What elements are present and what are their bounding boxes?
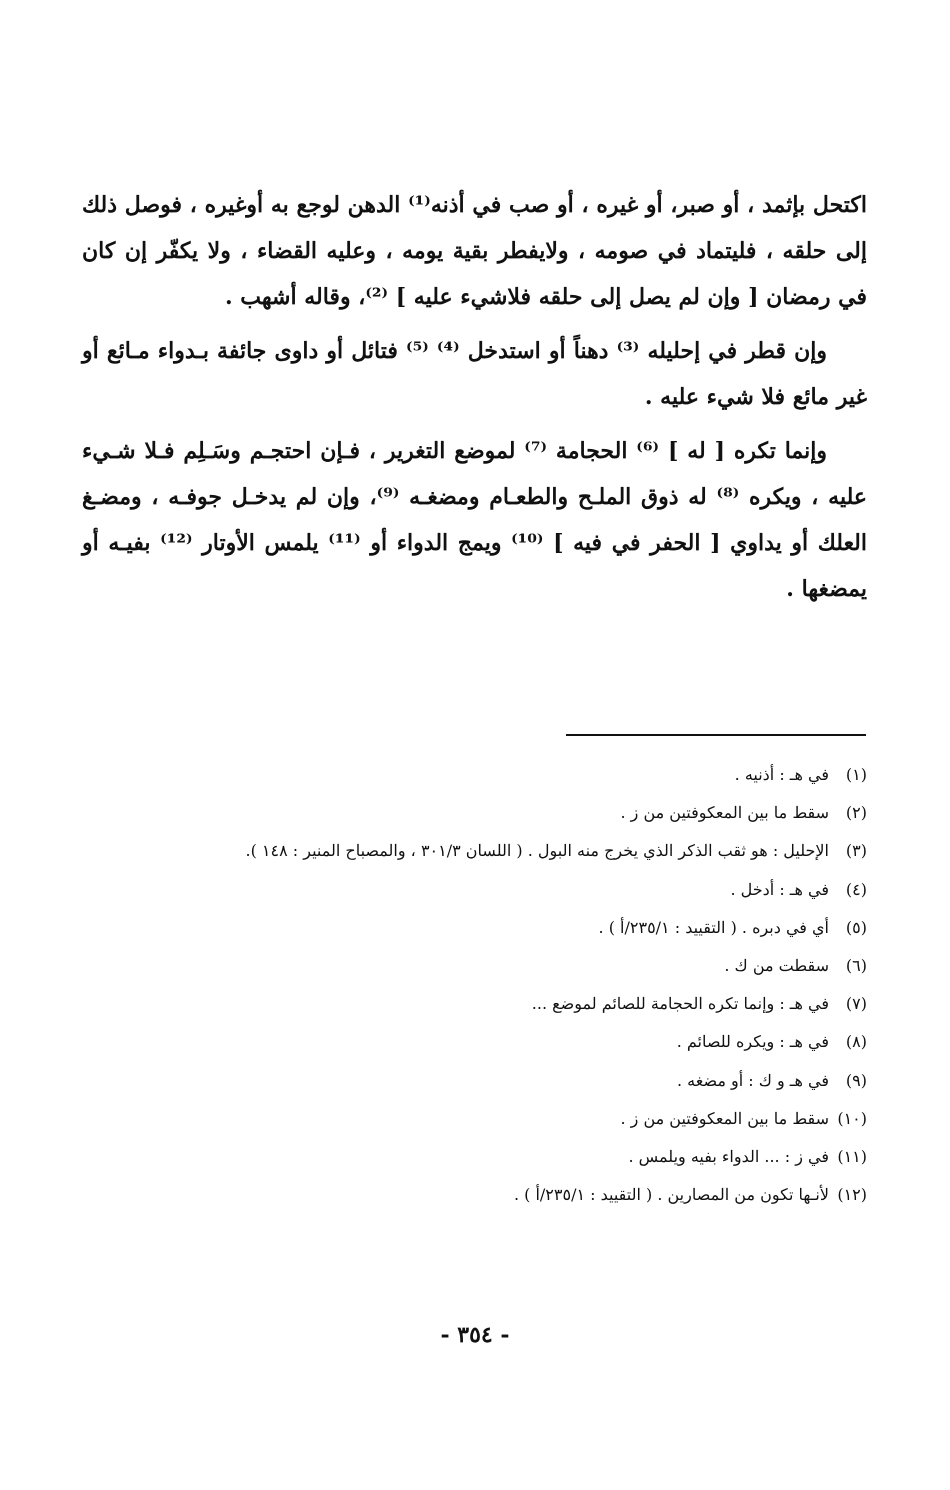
- footnote-text: في هـ و ك : أو مضغه .: [676, 1070, 829, 1090]
- footnote-number: (٣): [845, 841, 867, 861]
- footnote-number: (١٠): [837, 1108, 867, 1128]
- footnote-text: في هـ : ويكره للصائم .: [676, 1032, 829, 1052]
- footnote-number: (٥): [845, 917, 867, 937]
- footnote-text: في هـ : وإنما تكره الحجامة للصائم لموضع ...: [531, 994, 829, 1014]
- main-text-body: [82, 182, 867, 620]
- footnote-8: [60, 1023, 867, 1061]
- footnote-5: [60, 909, 867, 947]
- footnote-12: [60, 1176, 867, 1214]
- footnote-number: (٨): [845, 1032, 867, 1052]
- footnote-6: [60, 947, 867, 985]
- paragraph-2: وإن قطر في إحليله ⁽³⁾ دهناً أو استدخل ⁽⁴⁾ ⁽⁵⁾ فتائل أو داوى جائفة بـدواء مـائع أو غير مائع فلا شيء عليه .: [82, 338, 867, 410]
- footnote-number: (٩): [845, 1070, 867, 1090]
- footnote-text: في هـ : أدخل .: [730, 879, 829, 899]
- footnote-number: (١١): [837, 1146, 867, 1166]
- footnote-number: (٧): [845, 994, 867, 1014]
- footnote-4: [60, 871, 867, 909]
- footnote-1: [60, 756, 867, 794]
- footnote-divider: [566, 734, 866, 736]
- footnote-number: (٤): [845, 879, 867, 899]
- footnote-text: لأنـها تكون من المصارين . ( التقييد : ٢٣٥/١/أ ) .: [513, 1185, 829, 1205]
- footnote-number: (٦): [845, 955, 867, 975]
- footnote-3: [60, 832, 867, 870]
- footnote-2: [60, 794, 867, 832]
- footnote-7: [60, 985, 867, 1023]
- paragraph-1: اكتحل بإثمد ، أو صبر، أو غيره ، أو صب في أذنه⁽¹⁾ الدهن لوجع به أوغيره ، فوصل ذلك إلى حلقه ، فليتماد في صومه ، ولايفطر بقية يومه ، وعليه القضاء ، ولا يكفّر إن كان في رمضان [ وإن لم يصل إلى حلقه فلاشيء عليه ] ⁽²⁾، وقاله أشهب .: [82, 192, 867, 310]
- footnote-text: الإحليل : هو ثقب الذكر الذي يخرج منه البول . ( اللسان ٣٠١/٣ ، والمصباح المنير : ١٤٨ ).: [245, 841, 829, 861]
- footnote-text: سقط ما بين المعكوفتين من ز .: [620, 803, 829, 823]
- footnote-10: [60, 1100, 867, 1138]
- footnote-text: أي في دبره . ( التقييد : ٢٣٥/١/أ ) .: [598, 917, 829, 937]
- footnote-number: (٢): [845, 803, 867, 823]
- footnote-number: (١٢): [837, 1185, 867, 1205]
- footnote-text: في هـ : أذنيه .: [734, 765, 829, 784]
- footnote-text: سقط ما بين المعكوفتين من ز .: [620, 1108, 829, 1128]
- footnote-text: في ز : ... الدواء بفيه ويلمس .: [628, 1146, 829, 1166]
- page-number: - ٣٥٤ -: [440, 1322, 510, 1348]
- footnotes-list: [60, 756, 867, 1214]
- footnote-11: [60, 1138, 867, 1176]
- footnote-number: (١): [845, 765, 867, 784]
- footnote-9: [60, 1062, 867, 1100]
- paragraph-3: وإنما تكره [ له ] ⁽⁶⁾ الحجامة ⁽⁷⁾ لموضع التغرير ، فـإن احتجـم وسَـلِم فـلا شـيء عليه ، ويكره ⁽⁸⁾ له ذوق الملـح والطعـام ومضغـه ⁽⁹⁾، وإن لم يدخـل جوفـه ، ومضـغ العلك أو يداوي [ الحفر في فيه ] ⁽¹⁰⁾ ويمج الدواء أو ⁽¹¹⁾ يلمس الأوتار ⁽¹²⁾ بفيـه أو يمضغها .: [82, 438, 867, 602]
- footnote-text: سقطت من ك .: [724, 955, 829, 975]
